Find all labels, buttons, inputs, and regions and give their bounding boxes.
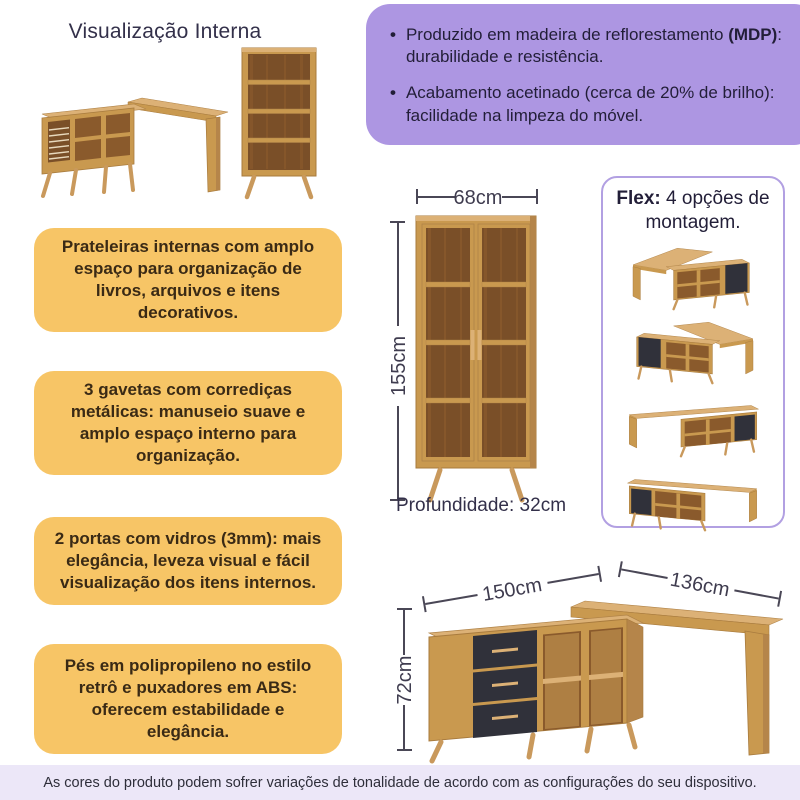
flex-title (613, 187, 773, 235)
desk-width-right-dimension (618, 559, 781, 610)
material-1-suffix: : durabilidade e resistência. (405, 25, 783, 67)
material-bullet-2-text: Acabamento acetinado (cerca de 20% de brilho): facilidade na limpeza do móvel. (405, 83, 775, 125)
svg-text:72cm: 72cm (394, 655, 416, 705)
flex-option-1 (613, 239, 773, 311)
flex-option-2 (613, 313, 773, 385)
svg-text:155cm: 155cm (388, 335, 410, 397)
material-1-prefix: Produzido em madeira de reflorestamento (405, 25, 729, 44)
material-bullet-2 (390, 82, 788, 127)
disclaimer-bar (0, 765, 800, 800)
svg-text:68cm: 68cm (453, 187, 503, 209)
bookcase-legs (247, 177, 311, 197)
flex-option-4 (613, 461, 773, 533)
material-1-bold: (MDP) (728, 25, 778, 44)
bullet-icon: • (390, 83, 396, 103)
feature-card-shelves: Prateleiras internas com amplo espaço para organização de livros, arquivos e itens decorativos. (34, 228, 342, 332)
ldesk-internal-illustration (20, 72, 238, 208)
disclaimer-text: As cores do produto podem sofrer variações de tonalidade de acordo com as configurações do seu dispositivo. (43, 774, 757, 791)
bookcase-internal-illustration (236, 46, 322, 202)
internal-view-title: Visualização Interna (68, 20, 262, 43)
materials-box (366, 4, 800, 145)
flex-title-bold: Flex: (616, 188, 661, 209)
desk-dimension-figure (385, 547, 800, 765)
cabinet-height-dimension (388, 222, 410, 500)
flex-thumbnails (613, 239, 773, 533)
feature-card-doors: 2 portas com vidros (3mm): mais elegância, leveza visual e fácil visualização dos itens internos. (34, 517, 342, 605)
open-compartments (543, 627, 623, 730)
material-bullet-1-text (406, 24, 788, 69)
cabinet-width-dimension (417, 187, 537, 209)
cabinet-depth-label: Profundidade: 32cm (395, 495, 567, 515)
flex-options-box (601, 176, 785, 528)
sideboard-part (42, 104, 146, 196)
bullet-icon: • (390, 25, 396, 44)
flex-title-rest: 4 opções de montagem. (645, 188, 770, 233)
svg-text:136cm: 136cm (668, 568, 732, 602)
svg-text:150cm: 150cm (480, 574, 544, 606)
feature-card-drawers: 3 gavetas com corrediças metálicas: manuseio suave e amplo espaço interno para organização. (34, 371, 342, 475)
glass-cabinet-illustration (416, 216, 536, 500)
flex-option-3 (613, 387, 773, 459)
feature-card-feet: Pés em polipropileno no estilo retrô e puxadores em ABS: oferecem estabilidade e elegância. (34, 644, 342, 754)
door-handle (478, 330, 482, 360)
cabinet-dimension-figure (378, 170, 603, 515)
black-drawers (473, 630, 537, 738)
desk-part (128, 98, 228, 192)
material-bullet-1 (390, 24, 788, 69)
sideboard-illustration (429, 615, 643, 761)
door-handle (471, 330, 475, 360)
desk-height-dimension (394, 609, 416, 750)
